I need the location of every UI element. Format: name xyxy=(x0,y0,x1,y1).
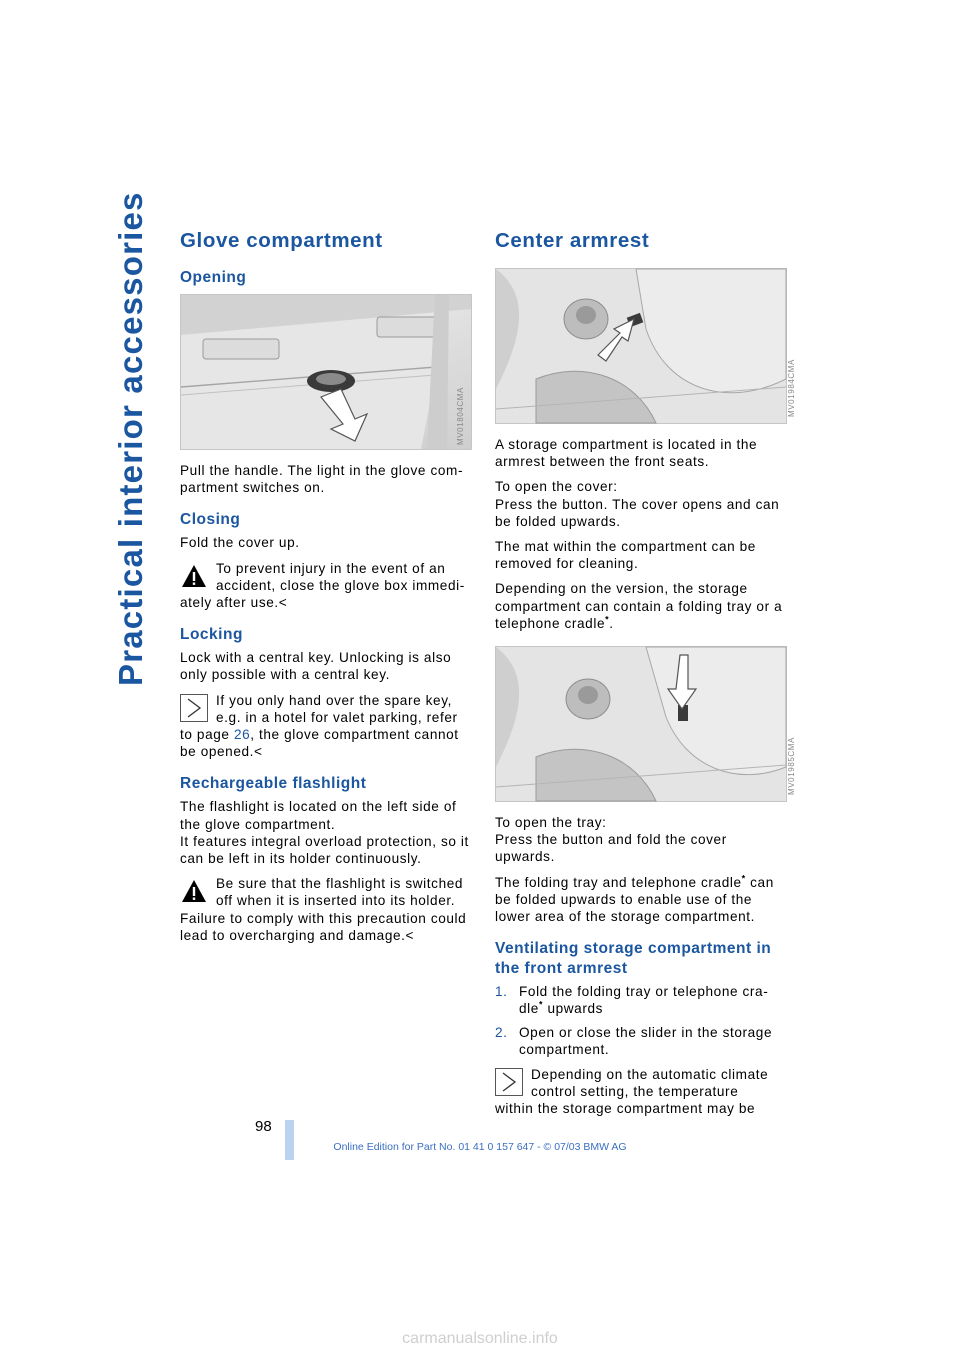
glove-compartment-heading: Glove compartment xyxy=(180,229,383,252)
armrest-text-1: A storage compartment is located in the armrest between the front seats. xyxy=(495,437,758,470)
flashlight-warning-text-1: Be sure that the flashlight is switched off when it is inserted into its holder. xyxy=(216,876,464,909)
flashlight-heading: Rechargeable flashlight xyxy=(180,775,367,793)
closing-warning-text-1: To prevent injury in the event of an accident, close the glove box immedi- xyxy=(216,560,465,593)
page-reference-link[interactable]: 26 xyxy=(233,727,251,743)
list-item xyxy=(495,1024,787,1058)
closing-text: Fold the cover up. xyxy=(180,535,300,551)
list-item xyxy=(495,983,787,1017)
footer-bar xyxy=(285,1120,294,1160)
option-star: * xyxy=(605,614,610,625)
figure-code: MV01984CMA xyxy=(786,358,796,417)
locking-note-text-3: , the glove compartment cannot be opened. xyxy=(180,727,459,760)
flashlight-text-2: It features integral overload protection, so it can be left in its holder continuously. xyxy=(180,833,469,867)
locking-note xyxy=(180,692,472,761)
step-text-end: upwards xyxy=(543,1001,604,1017)
step-number: 1. xyxy=(495,984,508,1000)
glove-box-illustration xyxy=(181,295,471,449)
footer-watermark-link[interactable]: carmanualsonline.info xyxy=(402,1330,558,1347)
figure-code: MV01804CMA xyxy=(455,386,465,445)
locking-note-text-1: If you only hand over the spare key, e.g. in a hotel for valet parking, refer xyxy=(216,692,458,725)
left-column xyxy=(180,228,472,952)
tray-fold-text xyxy=(495,874,787,926)
open-cover-label: To open the cover: xyxy=(495,479,618,495)
locking-text: Lock with a central key. Unlocking is also only possible with a central key. xyxy=(180,650,452,683)
end-mark: < xyxy=(254,744,263,760)
ventilating-note xyxy=(495,1066,787,1118)
option-star: * xyxy=(741,873,746,884)
flashlight-text-1: The flashlight is located on the left side of the glove compartment. xyxy=(180,799,457,832)
mat-text: The mat within the compartment can be removed for cleaning. xyxy=(495,539,756,572)
open-cover-text: Press the button. The cover opens and can be folded upwards. xyxy=(495,496,780,529)
sidebar-chapter-title: Practical interior accessories xyxy=(112,191,149,686)
note-arrow-icon xyxy=(495,1068,523,1096)
armrest-tray-illustration xyxy=(496,647,786,801)
version-text xyxy=(495,580,787,632)
warning-triangle-icon xyxy=(180,877,208,905)
footer-edition-text: Online Edition for Part No. 01 41 0 157 647 - © 07/03 BMW AG xyxy=(333,1141,627,1153)
open-tray-label: To open the tray: xyxy=(495,815,607,831)
end-mark: < xyxy=(405,927,415,943)
opening-text: Pull the handle. The light in the glove com-partment switches on. xyxy=(180,463,464,496)
locking-note-text-2: to page xyxy=(180,727,234,743)
note-arrow-icon xyxy=(180,694,208,722)
armrest-cover-illustration xyxy=(496,269,786,423)
armrest-cover-figure xyxy=(495,268,796,424)
version-text-body: Depending on the version, the storage compartment can contain a folding tray or a telephone cradle xyxy=(495,581,783,631)
opening-heading: Opening xyxy=(180,269,247,286)
step-number: 2. xyxy=(495,1024,508,1040)
tray-fold-text-body: The folding tray and telephone cradle xyxy=(495,874,742,890)
open-tray-text: Press the button and fold the cover upwards. xyxy=(495,832,727,865)
closing-warning-text-2: ately after use. xyxy=(180,595,279,611)
warning-triangle-icon xyxy=(180,562,208,590)
step-text: Open or close the slider in the storage compartment. xyxy=(519,1024,773,1057)
ventilating-note-text-1: Depending on the automatic climate control setting, the temperature xyxy=(531,1067,769,1100)
step-text: Fold the folding tray or telephone cra-dle xyxy=(519,984,769,1017)
flashlight-warning xyxy=(180,875,472,944)
closing-warning xyxy=(180,560,472,612)
right-column xyxy=(495,228,796,1126)
center-armrest-heading: Center armrest xyxy=(495,229,650,252)
glove-compartment-figure xyxy=(180,294,472,450)
ventilating-note-text-2: within the storage compartment may be xyxy=(495,1101,756,1117)
armrest-tray-figure xyxy=(495,646,796,802)
figure-code: MV01985CMA xyxy=(786,737,796,796)
version-text-end: . xyxy=(609,615,614,631)
page-number: 98 xyxy=(255,1118,272,1135)
end-mark: < xyxy=(278,595,288,611)
locking-heading: Locking xyxy=(180,626,243,644)
ventilating-heading: Ventilating storage compartment in the front armrest xyxy=(495,940,772,978)
closing-heading: Closing xyxy=(180,511,241,529)
flashlight-warning-text-2: Failure to comply with this precaution could lead to overcharging and damage. xyxy=(180,910,467,943)
ventilating-steps xyxy=(495,983,787,1058)
tray-fold-text-end: can be folded upwards to enable use of the lower area of the storage compartment. xyxy=(495,874,774,925)
option-star: * xyxy=(538,999,544,1010)
